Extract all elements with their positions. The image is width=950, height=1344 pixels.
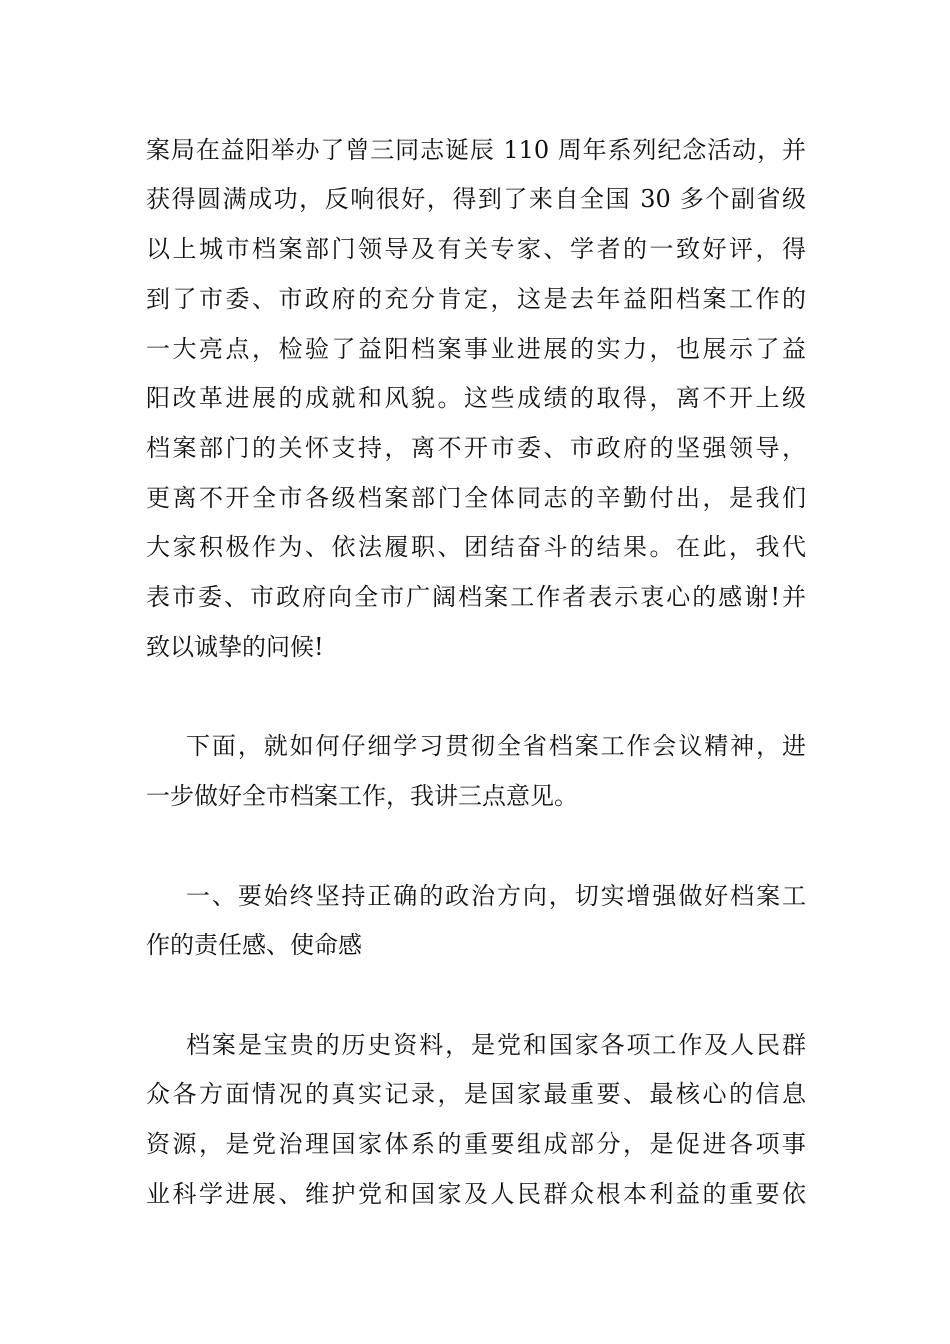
text-line: 一、要始终坚持正确的政治方向，切实增强做好档案工 <box>186 882 806 910</box>
text-line: 案局在益阳举办了曾三同志诞辰 110 周年系列纪念活动，并 <box>146 136 806 164</box>
text-line: 以上城市档案部门领导及有关专家、学者的一致好评，得 <box>146 235 806 263</box>
text-line: 业科学进展、维护党和国家及人民群众根本利益的重要依 <box>146 1180 806 1208</box>
text-line: 表市委、市政府向全市广阔档案工作者表示衷心的感谢!并 <box>146 583 806 611</box>
text-line: 一步做好全市档案工作，我讲三点意见。 <box>146 782 578 810</box>
text-line: 下面，就如何仔细学习贯彻全省档案工作会议精神，进 <box>186 732 806 760</box>
text-line: 档案部门的关怀支持，离不开市委、市政府的坚强领导， <box>146 434 806 462</box>
text-line: 获得圆满成功，反响很好，得到了来自全国 30 多个副省级 <box>146 185 806 213</box>
text-line: 档案是宝贵的历史资料，是党和国家各项工作及人民群 <box>186 1031 806 1059</box>
text-line: 一大亮点，检验了益阳档案事业进展的实力，也展示了益 <box>146 335 806 363</box>
text-line: 更离不开全市各级档案部门全体同志的辛勤付出，是我们 <box>146 484 806 512</box>
text-line: 资源，是党治理国家体系的重要组成部分，是促进各项事 <box>146 1130 806 1158</box>
text-line: 到了市委、市政府的充分肯定，这是去年益阳档案工作的 <box>146 285 806 313</box>
text-line: 致以诚挚的问候! <box>146 633 324 661</box>
text-line: 大家积极作为、依法履职、团结奋斗的结果。在此，我代 <box>146 533 806 561</box>
text-line: 作的责任感、使命感 <box>146 931 362 959</box>
text-line: 众各方面情况的真实记录，是国家最重要、最核心的信息 <box>146 1080 806 1108</box>
text-line: 阳改革进展的成就和风貌。这些成绩的取得，离不开上级 <box>146 384 806 412</box>
